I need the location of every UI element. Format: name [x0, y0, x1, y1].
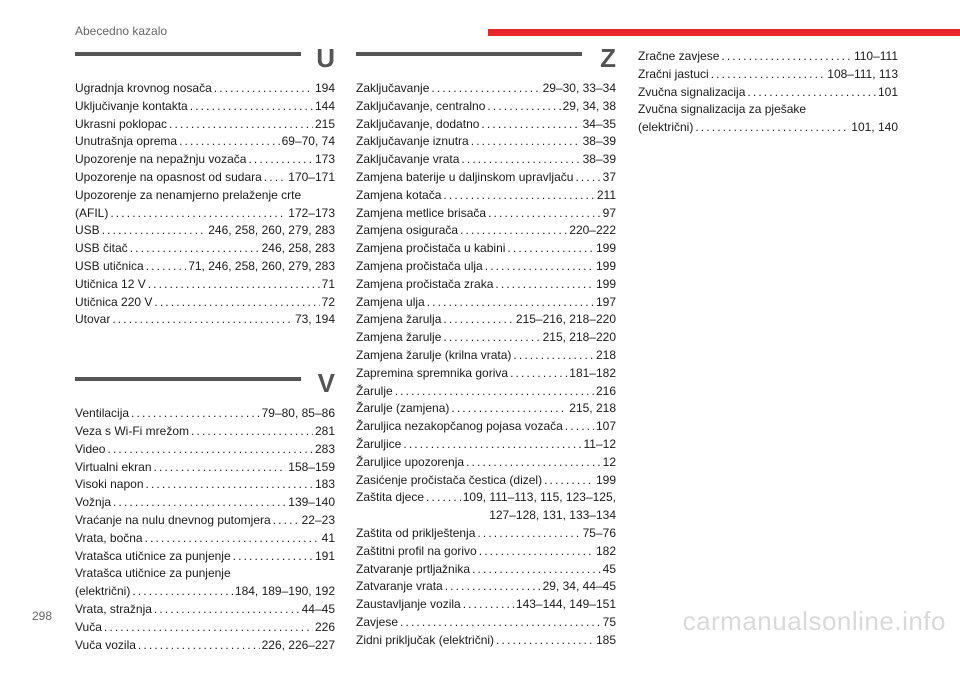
index-entry-pages: 107	[595, 419, 616, 434]
index-entry-pages: 215	[314, 116, 335, 131]
index-entry-pages: 191	[314, 548, 335, 563]
index-column-3	[638, 48, 898, 137]
index-entry	[75, 205, 335, 223]
index-entry	[356, 436, 616, 454]
index-entry	[638, 48, 898, 66]
index-entry	[75, 637, 335, 655]
index-entry	[75, 276, 335, 294]
index-entry-term: Žaruljice	[356, 436, 402, 451]
index-entry-pages: 97	[602, 205, 616, 220]
index-entry-term: Zasićenje pročistača čestica (dizel)	[356, 472, 543, 487]
index-entry-pages: 281	[314, 423, 335, 438]
section-z	[356, 44, 616, 650]
dot-leader	[479, 543, 594, 561]
index-entry-term: Ugradnja krovnog nosača	[75, 81, 212, 95]
dot-leader	[431, 80, 540, 98]
index-entry-term: Zaključavanje	[356, 81, 430, 95]
dot-leader	[132, 583, 233, 601]
index-entry-pages: 73, 194	[294, 312, 335, 327]
index-entry-pages: 183	[314, 477, 335, 492]
index-entry	[75, 459, 335, 477]
dot-leader	[145, 530, 320, 548]
section-divider	[75, 52, 301, 56]
dot-leader	[102, 222, 207, 240]
dot-leader	[130, 240, 260, 258]
index-entry	[75, 169, 335, 187]
index-entry-pages: 75–76	[582, 525, 616, 540]
index-entry-term: (električni)	[638, 120, 694, 135]
index-entry-pages: 29, 34, 44–45	[542, 579, 616, 594]
index-entry	[75, 294, 335, 312]
index-entry-pages: 246, 258, 283	[261, 241, 335, 256]
index-entry-term: Zračni jastuci	[638, 66, 709, 81]
index-entry	[356, 578, 616, 596]
index-entry-pages: 79–80, 85–86	[261, 406, 335, 421]
index-entry-term: (električni)	[75, 584, 131, 599]
index-entry-term: Zidni priključak (električni)	[356, 632, 495, 647]
index-entry-term: Unutrašnja oprema	[75, 134, 178, 149]
dot-leader	[154, 459, 287, 477]
index-entry-pages: 72	[321, 294, 335, 309]
header-title: Abecedno kazalo	[75, 24, 168, 38]
index-entry-pages: 71	[321, 276, 335, 291]
index-entry-term: USB utičnica	[75, 258, 144, 273]
index-entry	[356, 418, 616, 436]
dot-leader	[273, 512, 300, 530]
index-entry	[75, 258, 335, 276]
index-entry-pages: 75	[602, 614, 616, 629]
dot-leader	[426, 489, 461, 507]
index-entry-term: Zaključavanje, dodatno	[356, 116, 480, 131]
index-entry-pages: 71, 246, 258, 260, 279, 283	[188, 258, 335, 273]
index-entry-term: Zaštitni profil na gorivo	[356, 543, 477, 558]
index-entry	[356, 472, 616, 490]
dot-leader	[488, 205, 601, 223]
dot-leader	[179, 133, 280, 151]
index-entry-term: Zamjena kotača	[356, 187, 442, 202]
index-entry-pages: 185	[595, 632, 616, 647]
index-entry-term: Zračne zavjese	[638, 49, 720, 63]
index-entry	[75, 441, 335, 459]
index-entry	[75, 530, 335, 548]
index-entry-term: Žarulje (zamjena)	[356, 401, 450, 416]
index-entry-pages: 199	[595, 241, 616, 256]
index-entry-pages: 34–35	[582, 116, 616, 131]
dot-leader	[565, 418, 594, 436]
index-entry-term: Zaključavanje, centralno	[356, 98, 486, 113]
index-entry-term: Virtualni ekran	[75, 459, 152, 474]
dot-leader	[721, 48, 852, 66]
index-entry-pages: 215, 218	[569, 401, 616, 416]
dot-leader	[507, 240, 594, 258]
index-entry-term: Utičnica 220 V	[75, 294, 153, 309]
index-entry	[356, 294, 616, 312]
dot-leader	[148, 276, 320, 294]
section-v-heading	[75, 369, 335, 403]
index-entry	[75, 601, 335, 619]
dot-leader	[138, 637, 260, 655]
index-entry	[356, 151, 616, 169]
dot-leader	[443, 329, 540, 347]
dot-leader	[513, 347, 594, 365]
index-entry-pages: 184, 189–190, 192	[234, 584, 335, 599]
index-entry-pages: 182	[595, 543, 616, 558]
index-entry	[75, 494, 335, 512]
index-entry-term: Zamjena metlice brisača	[356, 205, 487, 220]
dot-leader	[544, 472, 594, 490]
index-entry-pages: 218	[595, 347, 616, 362]
index-entries	[75, 405, 335, 654]
index-entry-pages: 216	[595, 383, 616, 398]
dot-leader	[695, 119, 849, 137]
index-entry-pages: 199	[595, 472, 616, 487]
dot-leader	[191, 423, 313, 441]
section-z-heading	[356, 44, 616, 78]
dot-leader	[461, 151, 580, 169]
index-entry-term: (AFIL)	[75, 205, 109, 220]
index-entry-term: Zamjena pročistača u kabini	[356, 241, 506, 256]
index-entry-pages: 158–159	[288, 459, 335, 474]
index-entry-term: Visoki napon	[75, 477, 144, 492]
index-entry-pages: 101	[877, 84, 898, 99]
index-entry	[638, 119, 898, 137]
index-entry	[356, 80, 616, 98]
index-entry-term: Žaruljice upozorenja	[356, 454, 465, 469]
index-entry-term: Zamjena žarulje (krilna vrata)	[356, 347, 512, 362]
index-entry	[356, 632, 616, 650]
dot-leader	[711, 66, 826, 84]
dot-leader	[169, 116, 313, 134]
index-entry	[356, 169, 616, 187]
dot-leader	[477, 525, 580, 543]
dot-leader	[154, 601, 300, 619]
index-entry	[356, 489, 616, 507]
index-entry-pages: 37	[602, 169, 616, 184]
index-entry-term: Zaštita djece	[356, 490, 425, 505]
index-entry-term: Zamjena žarulje	[356, 330, 442, 345]
index-entry-pages: 197	[595, 294, 616, 309]
index-entry-term: USB čitač	[75, 241, 128, 256]
dot-leader	[747, 84, 876, 102]
index-entry-term: Zamjena žarulja	[356, 312, 442, 327]
index-entry-term: Zamjena osigurača	[356, 223, 459, 238]
index-entry-pages: 173	[314, 152, 335, 167]
section-divider	[356, 52, 582, 56]
index-entries	[356, 80, 616, 650]
index-entry	[356, 311, 616, 329]
dot-leader	[264, 169, 286, 187]
dot-leader	[443, 311, 514, 329]
section-u-heading	[75, 44, 335, 78]
dot-leader	[400, 614, 601, 632]
index-entry-pages: 139–140	[288, 495, 335, 510]
section-letter: V	[317, 368, 335, 399]
index-entry-term: Utovar	[75, 312, 111, 327]
index-entry	[75, 222, 335, 240]
index-entry-term: Zamjena baterije u daljinskom upravljaču	[356, 169, 574, 184]
index-entry-term: Vratašca utičnice za punjenje	[75, 566, 231, 581]
index-entry-pages: 11–12	[583, 436, 616, 451]
dot-leader	[472, 561, 601, 579]
dot-leader	[131, 405, 260, 423]
index-entry	[75, 548, 335, 566]
dot-leader	[460, 222, 567, 240]
section-v	[75, 369, 335, 654]
index-entry-term: Zamjena ulja	[356, 294, 425, 309]
index-entry	[75, 133, 335, 151]
index-entry	[356, 365, 616, 383]
dot-leader	[395, 383, 594, 401]
index-entry-term: Zatvaranje vrata	[356, 579, 443, 594]
index-entry-pages: 108–111, 113	[827, 66, 898, 81]
dot-leader	[233, 548, 313, 566]
watermark: carmanualsonline.info	[682, 606, 946, 636]
index-entry-term: USB	[75, 223, 100, 238]
index-entry	[356, 454, 616, 472]
index-entry	[75, 405, 335, 423]
dot-leader	[427, 294, 594, 312]
index-entry-pages: 41	[321, 530, 335, 545]
index-entry-pages: 215–216, 218–220	[515, 312, 616, 327]
index-entry-pages: 181–182	[569, 365, 616, 380]
index-entry	[75, 423, 335, 441]
dot-leader	[113, 494, 286, 512]
index-entry-pages: 283	[314, 441, 335, 456]
index-entry-pages: 109, 111–113, 115, 123–125,	[462, 490, 616, 505]
index-entry	[356, 133, 616, 151]
index-entry-term: Ventilacija	[75, 406, 130, 421]
dot-leader	[107, 441, 312, 459]
dot-leader	[248, 151, 313, 169]
index-entry-term: Zaustavljanje vozila	[356, 597, 461, 612]
dot-leader	[443, 187, 594, 205]
index-entries-continued	[638, 48, 898, 137]
index-entry-term: Veza s Wi-Fi mrežom	[75, 423, 190, 438]
index-entry	[356, 187, 616, 205]
index-entry-term: Vuča vozila	[75, 637, 136, 652]
dot-leader	[463, 596, 514, 614]
index-entry-pages: 211	[596, 187, 616, 202]
index-entry-term: Zvučna signalizacija za pješake	[638, 102, 807, 117]
index-entry-term: Upozorenje za nenamjerno prelaženje crte	[75, 187, 302, 202]
index-entry	[356, 98, 616, 116]
index-entry-pages: 69–70, 74	[281, 134, 335, 149]
index-entry-term: Uključivanje kontakta	[75, 98, 188, 113]
index-entry	[356, 347, 616, 365]
dot-leader	[403, 436, 581, 454]
index-entry-term: Zaštita od priklještenja	[356, 525, 476, 540]
index-entry-term: Zapremina spremnika goriva	[356, 365, 509, 380]
index-entry-pages: 45	[602, 561, 616, 576]
dot-leader	[110, 205, 286, 223]
index-entry	[356, 258, 616, 276]
index-entry	[75, 512, 335, 530]
index-entries	[75, 80, 335, 329]
index-entry	[356, 329, 616, 347]
index-entry-term: Upozorenje na opasnost od sudara	[75, 169, 262, 184]
index-entry	[75, 151, 335, 169]
index-entry-pages: 172–173	[288, 205, 335, 220]
dot-leader	[471, 133, 581, 151]
index-entry-term: Vratašca utičnice za punjenje	[75, 548, 231, 563]
index-entry-pages: 110–111	[853, 49, 898, 63]
index-entry-pages: 22–23	[301, 512, 335, 527]
index-entry	[356, 561, 616, 579]
index-entry-pages: 170–171	[288, 169, 335, 184]
index-entry	[638, 84, 898, 102]
dot-leader	[487, 98, 560, 116]
index-entry-pages: 199	[595, 258, 616, 273]
index-entry-term: Utičnica 12 V	[75, 276, 146, 291]
index-entry	[75, 583, 335, 601]
index-entry	[75, 619, 335, 637]
index-column-1	[75, 44, 335, 694]
index-entry-term: Ukrasni poklopac	[75, 116, 168, 131]
section-divider	[75, 377, 301, 381]
dot-leader	[466, 454, 601, 472]
index-entry-pages: 215, 218–220	[542, 330, 616, 345]
dot-leader	[485, 258, 594, 276]
index-entry	[75, 311, 335, 329]
dot-leader	[451, 400, 567, 418]
index-entry-pages: 144	[314, 98, 335, 113]
index-entry-term: Zamjena pročistača ulja	[356, 258, 483, 273]
section-letter: U	[316, 43, 335, 73]
index-entry-term: Zaključavanje iznutra	[356, 134, 469, 149]
dot-leader	[146, 258, 187, 276]
dot-leader	[112, 311, 293, 329]
index-entry	[356, 205, 616, 223]
dot-leader	[214, 80, 313, 98]
index-entry-pages: 38–39	[582, 152, 616, 167]
index-entry-pages: 220–222	[569, 223, 616, 238]
index-entry-pages: 194	[314, 81, 335, 95]
index-entry	[356, 383, 616, 401]
index-entry-pages-continued: 127–128, 131, 133–134	[489, 508, 616, 523]
index-entry-term: Vraćanje na nulu dnevnog putomjera	[75, 512, 271, 527]
dot-leader	[575, 169, 600, 187]
index-entry	[356, 240, 616, 258]
index-entry	[638, 66, 898, 84]
index-entry	[75, 476, 335, 494]
section-u	[75, 44, 335, 329]
index-entry	[356, 596, 616, 614]
index-entry-pages: 101, 140	[851, 120, 898, 135]
index-entry	[75, 98, 335, 116]
index-entry	[356, 543, 616, 561]
index-entry-term: Žaruljica nezakopčanog pojasa vozača	[356, 419, 563, 434]
index-entry-pages: 44–45	[301, 601, 335, 616]
index-entry-term: Zatvaranje prtljažnika	[356, 561, 471, 576]
index-entry	[356, 525, 616, 543]
dot-leader	[190, 98, 313, 116]
index-entry-pages: 29, 34, 38	[562, 98, 616, 113]
index-entry-term: Zaključavanje vrata	[356, 152, 460, 167]
index-entry-term: Upozorenje na nepažnju vozača	[75, 152, 247, 167]
index-entry	[356, 116, 616, 134]
dot-leader	[496, 632, 594, 650]
index-entry-term: Zvučna signalizacija	[638, 84, 746, 99]
index-entry-term: Vrata, stražnja	[75, 601, 152, 616]
index-entry	[356, 276, 616, 294]
index-entry	[356, 614, 616, 632]
index-entry-pages: 143–144, 149–151	[515, 597, 616, 612]
index-entry-term: Vrata, bočna	[75, 530, 143, 545]
index-entry-term: Zavjese	[356, 614, 399, 629]
dot-leader	[445, 578, 541, 596]
dot-leader	[495, 276, 594, 294]
index-entry-pages: 246, 258, 260, 279, 283	[208, 223, 335, 238]
dot-leader	[104, 619, 313, 637]
index-entry	[75, 116, 335, 134]
index-entry	[356, 222, 616, 240]
index-entry-term: Zamjena pročistača zraka	[356, 276, 494, 291]
index-entry-term: Video	[75, 441, 106, 456]
dot-leader	[481, 116, 580, 134]
dot-leader	[146, 476, 313, 494]
section-letter: Z	[600, 43, 616, 73]
index-entry	[75, 240, 335, 258]
index-entry	[356, 400, 616, 418]
index-entry-pages: 199	[595, 276, 616, 291]
dot-leader	[154, 294, 319, 312]
index-entry-pages: 38–39	[582, 134, 616, 149]
index-column-2	[356, 44, 616, 690]
page-number: 298	[32, 609, 53, 623]
index-entry-term: Vuča	[75, 619, 102, 634]
index-entry-pages: 226	[314, 619, 335, 634]
index-entry	[75, 80, 335, 98]
index-entry-pages: 226, 226–227	[261, 637, 335, 652]
header-accent-bar	[488, 29, 960, 36]
dot-leader	[510, 365, 567, 383]
index-entry-term: Žarulje	[356, 383, 393, 398]
index-entry-term: Vožnja	[75, 495, 112, 510]
index-entry-pages: 29–30, 33–34	[542, 81, 616, 95]
index-entry-pages: 12	[602, 454, 616, 469]
